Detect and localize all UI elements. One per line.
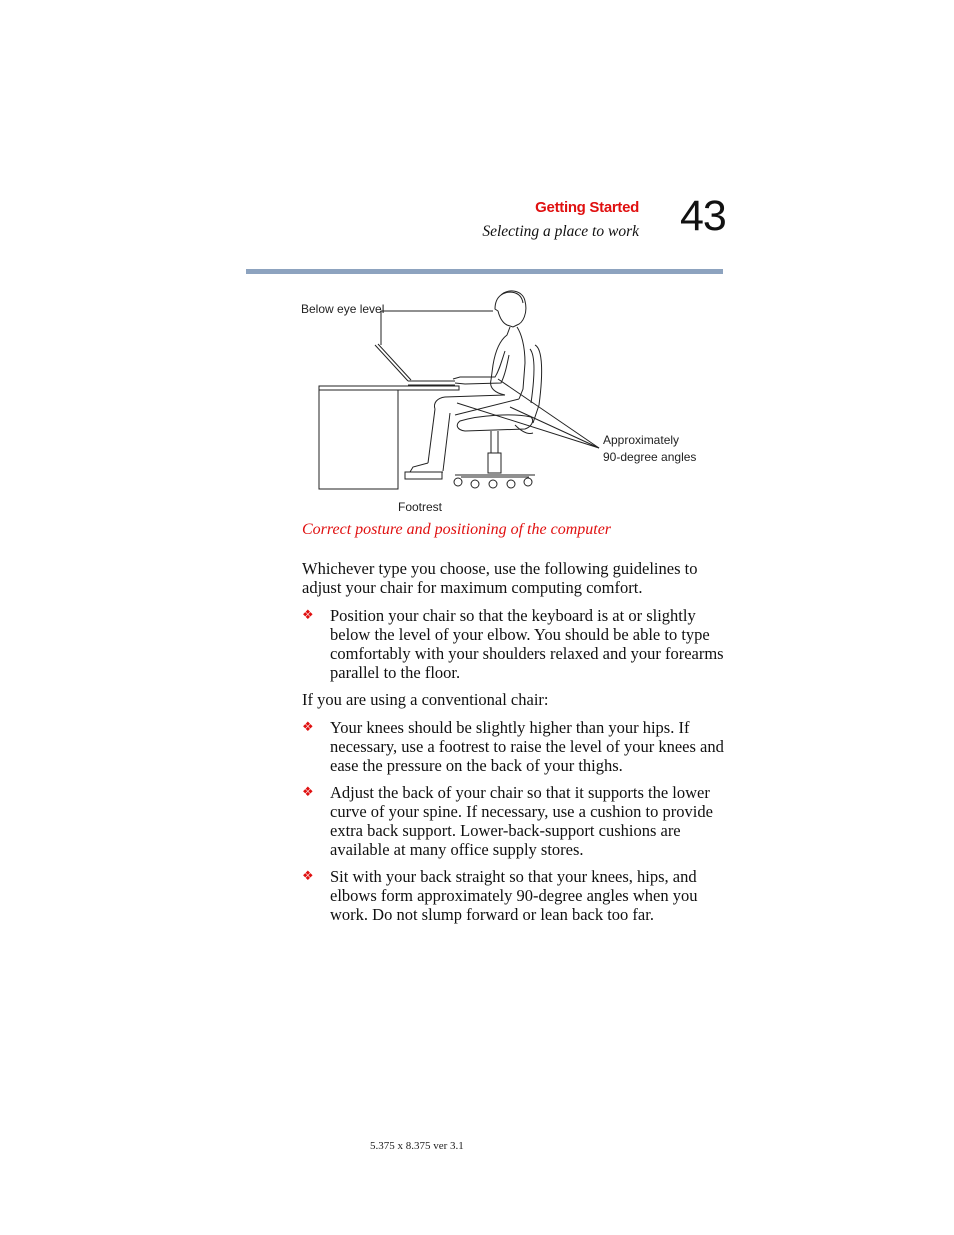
bullet-item	[302, 606, 722, 682]
chapter-title: Getting Started	[535, 199, 639, 216]
label-footrest: Footrest	[398, 500, 443, 514]
label-90-degree-angles: 90-degree angles	[603, 450, 697, 464]
posture-illustration	[295, 285, 715, 525]
bullet-item	[302, 867, 722, 924]
posture-drawing	[295, 285, 715, 520]
bullet-item	[302, 783, 722, 859]
label-below-eye-level: Below eye level	[301, 302, 385, 316]
page-number: 43	[680, 192, 726, 240]
bullet-text: Position your chair so that the keyboard is at or slightly below the level of your elbow. You should be able to type comfortably with your shoulders relaxed and your forearms parallel to the floor.	[330, 606, 724, 682]
bullet-item	[302, 718, 722, 775]
label-approximately: Approximately	[603, 433, 680, 447]
figure-caption: Correct posture and positioning of the computer	[302, 521, 612, 538]
version-footer: 5.375 x 8.375 ver 3.1	[370, 1140, 464, 1152]
bullet-diamond-icon: ❖	[302, 720, 314, 735]
bullet-diamond-icon: ❖	[302, 785, 314, 800]
bullet-text: Sit with your back straight so that your knees, hips, and elbows form approximately 90-degree angles when you work. Do not slump forward or lean back too far.	[330, 867, 698, 924]
bullet-text: Your knees should be slightly higher than your hips. If necessary, use a footrest to raise the level of your knees and ease the pressure on the back of your thighs.	[330, 718, 724, 775]
bullet-diamond-icon: ❖	[302, 608, 314, 623]
bullet-diamond-icon: ❖	[302, 869, 314, 884]
conventional-chair-paragraph: If you are using a conventional chair:	[302, 690, 549, 709]
intro-paragraph: Whichever type you choose, use the following guidelines to adjust your chair for maximum computing comfort.	[302, 559, 698, 597]
section-title: Selecting a place to work	[482, 223, 639, 240]
bullet-text: Adjust the back of your chair so that it supports the lower curve of your spine. If necessary, use a cushion to provide extra back support. Lower-back-support cushions are available at many office supply stores.	[330, 783, 713, 859]
header-rule	[246, 269, 723, 274]
